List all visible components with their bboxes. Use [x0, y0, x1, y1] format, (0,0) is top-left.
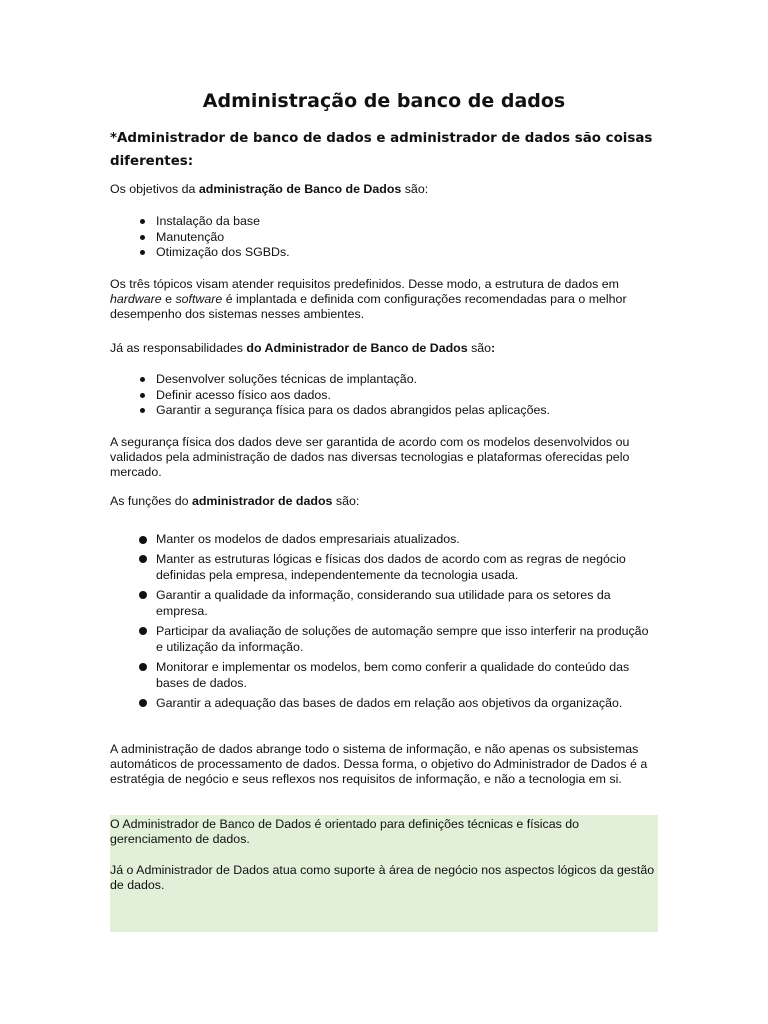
responsibilities-intro-bold: do Administrador de Banco de Dados [246, 341, 468, 355]
objectives-intro [110, 182, 658, 197]
list-item: Participar da avaliação de soluções de automação sempre que isso interferir na produção e utilização da informação. [110, 623, 658, 656]
paragraph-topics [110, 277, 658, 322]
paragraph-topics-italic-software: software [175, 292, 223, 306]
objectives-intro-bold: administração de Banco de Dados [198, 182, 402, 196]
objectives-list [110, 214, 658, 261]
list-item: Garantir a qualidade da informação, considerando sua utilidade para os setores da empresa. [110, 587, 658, 620]
responsibilities-intro-prefix: Já as responsabilidades [110, 341, 247, 355]
functions-intro-suffix: são: [332, 494, 360, 508]
page-subtitle: *Administrador de banco de dados e administrador de dados são coisas diferentes: [110, 131, 653, 169]
objectives-intro-prefix: Os objetivos da [110, 182, 199, 196]
functions-intro [110, 494, 658, 509]
list-item: Manter as estruturas lógicas e físicas dos dados de acordo com as regras de negócio definidas pela empresa, independentemente da tecnologia usada. [110, 551, 658, 584]
paragraph-security: A segurança física dos dados deve ser garantida de acordo com os modelos desenvolvidos ou validados pela administração de dados nas diversas tecnologias e plataformas oferecidas pelo mercado. [110, 435, 630, 479]
list-item: Garantir a segurança física para os dados abrangidos pelas aplicações. [110, 403, 658, 419]
paragraph-topics-part3: é implantada e definida com configurações recomendadas para o melhor desempenho dos sistemas nesses ambientes. [110, 292, 627, 321]
highlight-paragraph-dba: O Administrador de Banco de Dados é orientado para definições técnicas e físicas do gerenciamento de dados. [110, 817, 580, 846]
responsibilities-intro-colon: : [491, 341, 496, 355]
highlight-box [110, 815, 658, 932]
objectives-intro-suffix: são: [401, 182, 429, 196]
page-title: Administração de banco de dados [202, 90, 566, 112]
functions-intro-prefix: As funções do [110, 494, 192, 508]
paragraph-topics-part2: e [161, 292, 176, 306]
list-item: Definir acesso físico aos dados. [110, 388, 658, 404]
paragraph-topics-italic-hardware: hardware [110, 292, 162, 306]
list-item: Desenvolver soluções técnicas de implantação. [110, 372, 658, 388]
responsibilities-intro-middle: são [467, 341, 492, 355]
responsibilities-list [110, 372, 658, 419]
list-item: Manter os modelos de dados empresariais atualizados. [110, 531, 658, 548]
functions-intro-bold: administrador de dados [191, 494, 333, 508]
list-item: Monitorar e implementar os modelos, bem como conferir a qualidade do conteúdo das bases de dados. [110, 659, 658, 692]
functions-list [110, 531, 658, 714]
list-item: Manutenção [110, 230, 658, 246]
highlight-paragraph-da: Já o Administrador de Dados atua como suporte à área de negócio nos aspectos lógicos da gestão de dados. [110, 863, 655, 892]
list-item: Garantir a adequação das bases de dados em relação aos objetivos da organização. [110, 695, 658, 712]
paragraph-scope: A administração de dados abrange todo o sistema de informação, e não apenas os subsistemas automáticos de processamento de dados. Dessa forma, o objetivo do Administrador de Dados é a estratégia de negócio e seus reflexos nos requisitos de informação, e não a tecnologia em si. [110, 742, 648, 786]
list-item: Otimização dos SGBDs. [110, 245, 658, 261]
responsibilities-intro [110, 341, 658, 356]
list-item: Instalação da base [110, 214, 658, 230]
paragraph-topics-part1: Os três tópicos visam atender requisitos predefinidos. Desse modo, a estrutura de dados em [110, 277, 619, 291]
